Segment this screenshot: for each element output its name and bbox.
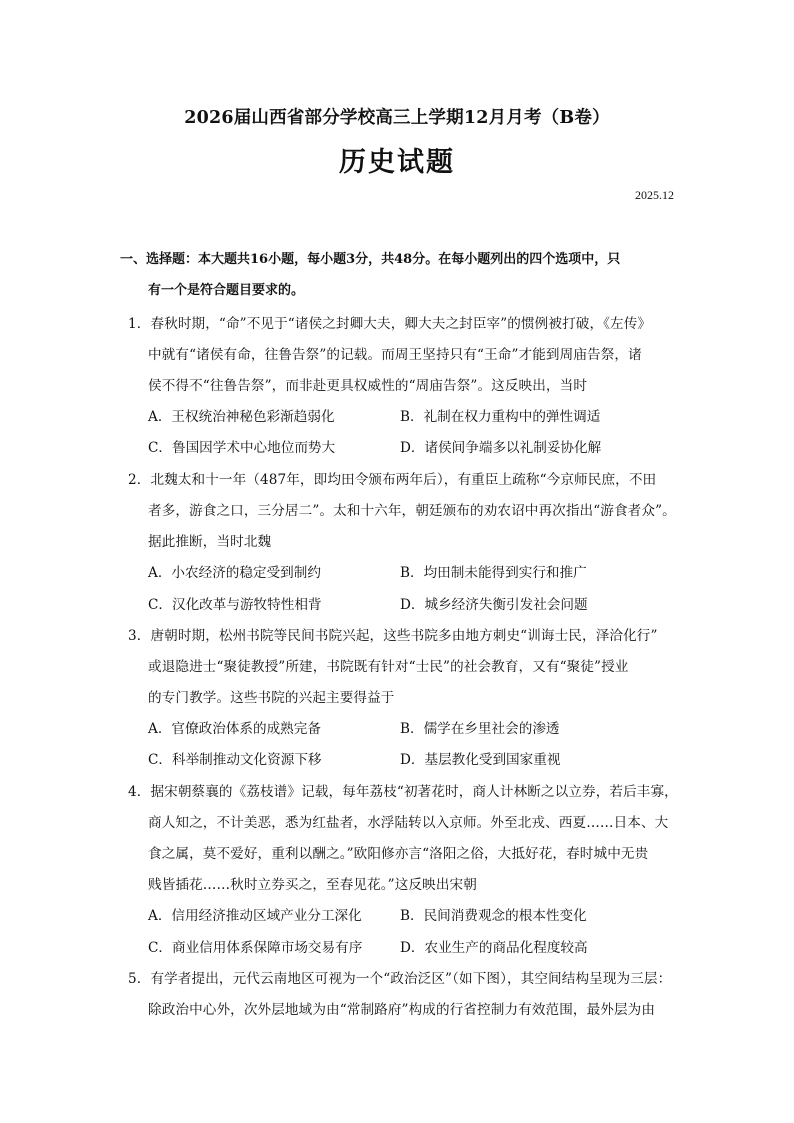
question-2-option-d[interactable]: D．城乡经济失衡引发社会问题	[400, 597, 588, 613]
question-1-line-1: 1．春秋时期，“命”不见于“诸侯之封卿大夫，卿大夫之封臣宰”的惯例被打破，《左传》	[128, 316, 652, 332]
question-2-line-2: 者多，游食之口，三分居二”。太和十六年，朝廷颁布的劝农诏中再次指出“游食者众”。	[148, 503, 676, 519]
question-3-line-2: 或退隐进士“聚徒教授”所建，书院既有针对“士民”的社会教育，又有“聚徒”授业	[148, 659, 629, 675]
question-5-line-2: 除政治中心外，次外层地域为由“常制路府”构成的行省控制力有效范围，最外层为由	[148, 1002, 656, 1018]
question-2-line-1: 2．北魏太和十一年（487年，即均田令颁布两年后），有重臣上疏称“今京师民庶，不田	[128, 472, 657, 488]
exam-subtitle: 历史试题	[339, 147, 455, 178]
exam-title: 2026届山西省部分学校高三上学期12月月考（B卷）	[184, 108, 610, 128]
question-1-line-2: 中就有“诸侯有命，往鲁告祭”的记载。而周王坚持只有“王命”才能到周庙告祭，诸	[148, 347, 642, 363]
question-4-option-b[interactable]: B．民间消费观念的根本性变化	[400, 908, 587, 924]
question-3-option-c[interactable]: C．科举制推动文化资源下移	[148, 752, 322, 768]
question-4-line-2: 商人知之，不计美恶，悉为红盐者，水浮陆转以入京师。外至北戎、西夏……日本、大	[148, 815, 669, 831]
exam-date: 2025.12	[635, 188, 674, 202]
question-4-option-c[interactable]: C．商业信用体系保障市场交易有序	[148, 940, 363, 956]
question-2-option-a[interactable]: A．小农经济的稳定受到制约	[148, 565, 321, 581]
question-5-line-1: 5．有学者提出，元代云南地区可视为一个“政治泛区”（如下图），其空间结构呈现为三层：	[128, 971, 672, 987]
question-4-option-d[interactable]: D．农业生产的商品化程度较高	[400, 940, 588, 956]
question-1-option-d[interactable]: D．诸侯间争端多以礼制妥协化解	[400, 440, 602, 456]
section-heading-line-2: 有一个是符合题目要求的。	[148, 283, 305, 298]
question-3-line-3: 的专门教学。这些书院的兴起主要得益于	[148, 690, 395, 706]
question-1-option-c[interactable]: C．鲁国因学术中心地位而势大	[148, 440, 336, 456]
section-heading-line-1: 一、选择题：本大题共16小题，每小题3分，共48分。在每小题列出的四个选项中，只	[120, 252, 621, 267]
question-1-line-3: 侯不得不“往鲁告祭”，而非赴更具权威性的“周庙告祭”。这反映出，当时	[148, 378, 588, 394]
question-1-option-b[interactable]: B．礼制在权力重构中的弹性调适	[400, 409, 601, 425]
question-1-option-a[interactable]: A．王权统治神秘色彩渐趋弱化	[148, 409, 335, 425]
question-3-option-b[interactable]: B．儒学在乡里社会的渗透	[400, 721, 560, 737]
question-3-option-a[interactable]: A．官僚政治体系的成熟完备	[148, 721, 321, 737]
question-2-option-b[interactable]: B．均田制未能得到实行和推广	[400, 565, 587, 581]
question-4-line-3: 食之属，莫不爱好，重利以酬之。”欧阳修亦言“洛阳之俗，大抵好花，春时城中无贵	[148, 846, 649, 862]
question-2-line-3: 据此推断，当时北魏	[148, 534, 272, 550]
question-2-option-c[interactable]: C．汉化改革与游牧特性相背	[148, 597, 322, 613]
question-3-line-1: 3．唐朝时期，松州书院等民间书院兴起，这些书院多由地方刺史“训诲士民，泽洽化行”	[128, 628, 658, 644]
question-3-option-d[interactable]: D．基层教化受到国家重视	[400, 752, 561, 768]
question-4-line-1: 4．据宋朝蔡襄的《荔枝谱》记载，每年荔枝“初著花时，商人计林断之以立券，若后丰寡，	[128, 784, 678, 800]
question-4-option-a[interactable]: A．信用经济推动区域产业分工深化	[148, 908, 362, 924]
question-4-line-4: 贱皆插花……秋时立券买之，至春见花。”这反映出宋朝	[148, 877, 477, 893]
